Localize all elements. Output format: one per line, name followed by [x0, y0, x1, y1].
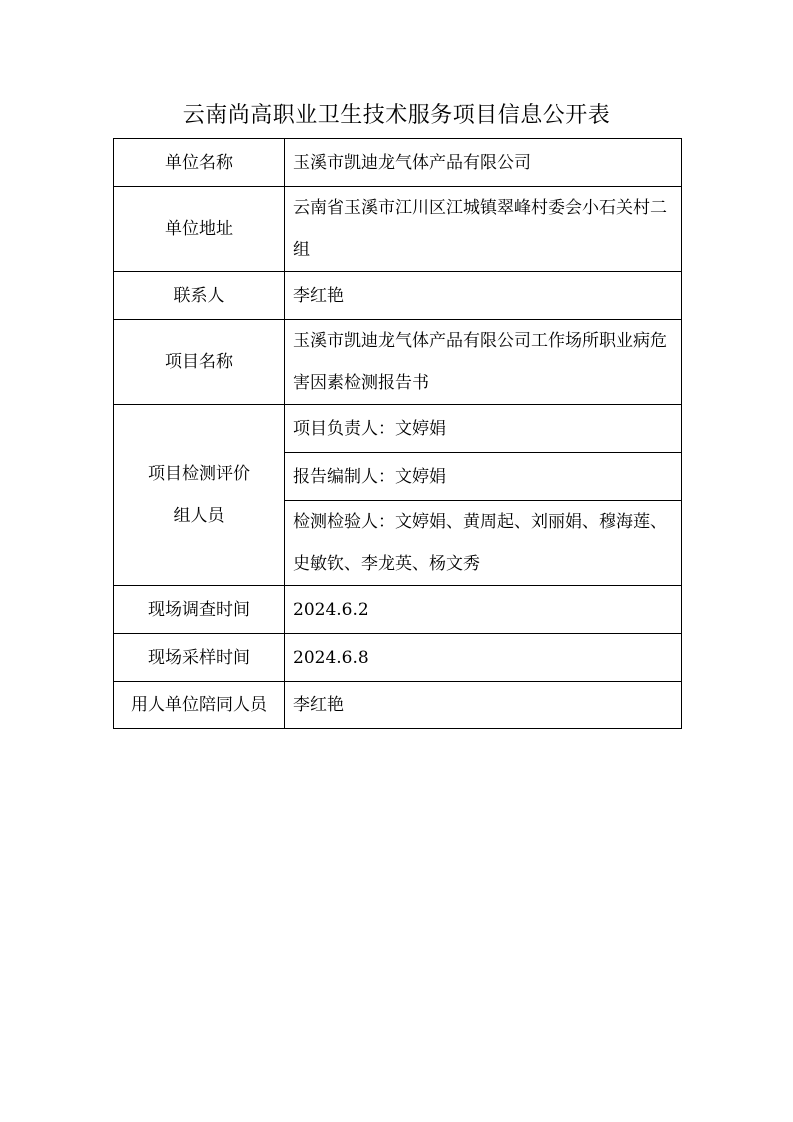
report-writer-value: 报告编制人：文婷娟 [285, 453, 682, 501]
table-row [114, 139, 682, 187]
page-title: 云南尚高职业卫生技术服务项目信息公开表 [182, 103, 611, 128]
inspectors-value: 检测检验人：文婷娟、黄周起、刘丽娟、穆海莲、史敏钦、李龙英、杨文秀 [285, 501, 682, 586]
project-leader-value: 项目负责人：文婷娟 [285, 405, 682, 453]
table-row [114, 405, 682, 453]
contact-label: 联系人 [114, 272, 285, 320]
accompany-label: 用人单位陪同人员 [114, 682, 285, 729]
unit-address-value: 云南省玉溪市江川区江城镇翠峰村委会小石关村二组 [285, 187, 682, 272]
table-row [114, 586, 682, 634]
sampling-time-value: 2024.6.8 [285, 634, 682, 682]
survey-time-label: 现场调查时间 [114, 586, 285, 634]
unit-name-label: 单位名称 [114, 139, 285, 187]
unit-name-value: 玉溪市凯迪龙气体产品有限公司 [285, 139, 682, 187]
sampling-time-label: 现场采样时间 [114, 634, 285, 682]
unit-address-label: 单位地址 [114, 187, 285, 272]
table-row [114, 187, 682, 272]
info-table [113, 138, 682, 729]
table-row [114, 320, 682, 405]
contact-value: 李红艳 [285, 272, 682, 320]
survey-time-value: 2024.6.2 [285, 586, 682, 634]
table-row [114, 634, 682, 682]
table-row [114, 272, 682, 320]
project-name-label: 项目名称 [114, 320, 285, 405]
table-row [114, 682, 682, 729]
project-name-value: 玉溪市凯迪龙气体产品有限公司工作场所职业病危害因素检测报告书 [285, 320, 682, 405]
accompany-value: 李红艳 [285, 682, 682, 729]
team-label: 项目检测评价组人员 [114, 405, 285, 586]
